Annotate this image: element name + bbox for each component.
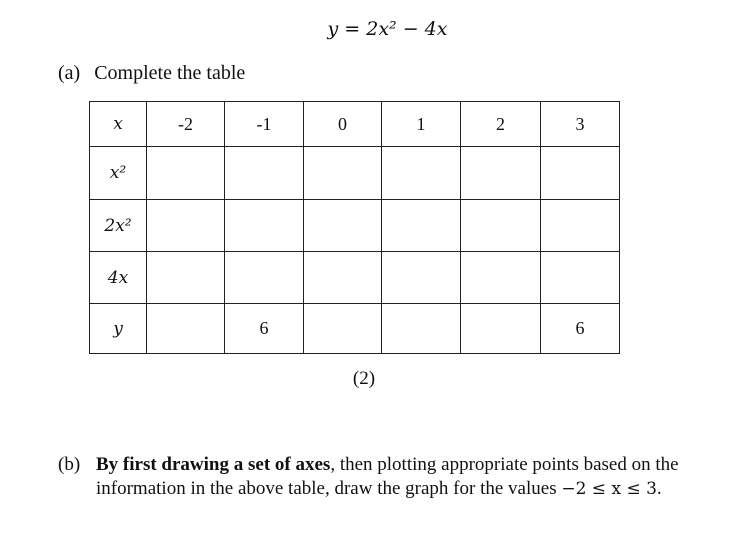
values-table bbox=[89, 101, 620, 354]
table-cell: 1 bbox=[382, 102, 461, 147]
table-cell[interactable] bbox=[304, 147, 382, 200]
table-cell[interactable] bbox=[461, 304, 541, 354]
table-cell: 3 bbox=[541, 102, 620, 147]
part-a-label: (a) bbox=[58, 62, 81, 84]
table-cell: -2 bbox=[147, 102, 225, 147]
table-row-4x bbox=[90, 252, 620, 304]
table-cell[interactable] bbox=[461, 147, 541, 200]
table-cell[interactable] bbox=[147, 147, 225, 200]
part-b-bold-text: By first drawing a set of axes bbox=[96, 454, 331, 475]
table-cell[interactable] bbox=[382, 200, 461, 252]
part-a-instruction bbox=[58, 62, 245, 85]
table-cell[interactable] bbox=[461, 200, 541, 252]
part-b-text-end: . bbox=[656, 478, 662, 499]
part-b-label: (b) bbox=[58, 454, 81, 475]
table-cell[interactable] bbox=[147, 200, 225, 252]
marks-label: (2) bbox=[352, 368, 376, 389]
part-a-text: Complete the table bbox=[94, 62, 246, 84]
table-row-2x-squared bbox=[90, 200, 620, 252]
table-cell: 6 bbox=[225, 304, 304, 354]
table-cell[interactable] bbox=[382, 147, 461, 200]
table-cell[interactable] bbox=[541, 147, 620, 200]
table-cell[interactable] bbox=[147, 252, 225, 304]
table-cell[interactable] bbox=[461, 252, 541, 304]
table-cell: -1 bbox=[225, 102, 304, 147]
row-header-y: y bbox=[90, 304, 147, 354]
table-cell[interactable] bbox=[147, 304, 225, 354]
table-cell[interactable] bbox=[541, 200, 620, 252]
table-cell[interactable] bbox=[382, 252, 461, 304]
table-cell[interactable] bbox=[304, 304, 382, 354]
equation-heading: y = 2x² − 4x bbox=[327, 18, 448, 40]
row-header-2x-squared: 2x² bbox=[90, 200, 147, 252]
part-b-range: −2 ≤ x ≤ 3 bbox=[561, 479, 657, 499]
table-cell[interactable] bbox=[541, 252, 620, 304]
table-row-x-squared bbox=[90, 147, 620, 200]
row-header-x: x bbox=[90, 102, 147, 147]
table-cell[interactable] bbox=[304, 252, 382, 304]
table-row-x bbox=[90, 102, 620, 147]
table-cell[interactable] bbox=[225, 147, 304, 200]
table-cell[interactable] bbox=[225, 252, 304, 304]
row-header-4x: 4x bbox=[90, 252, 147, 304]
table-cell[interactable] bbox=[304, 200, 382, 252]
table-cell: 6 bbox=[541, 304, 620, 354]
part-b-text: , then plotting appropriate points based on the information in the above table, draw the graph for the values bbox=[96, 454, 679, 499]
row-header-x-squared: x² bbox=[90, 147, 147, 200]
table-cell: 2 bbox=[461, 102, 541, 147]
table-cell[interactable] bbox=[382, 304, 461, 354]
table-cell: 0 bbox=[304, 102, 382, 147]
table-row-y bbox=[90, 304, 620, 354]
part-b-body bbox=[96, 453, 736, 501]
table-cell[interactable] bbox=[225, 200, 304, 252]
